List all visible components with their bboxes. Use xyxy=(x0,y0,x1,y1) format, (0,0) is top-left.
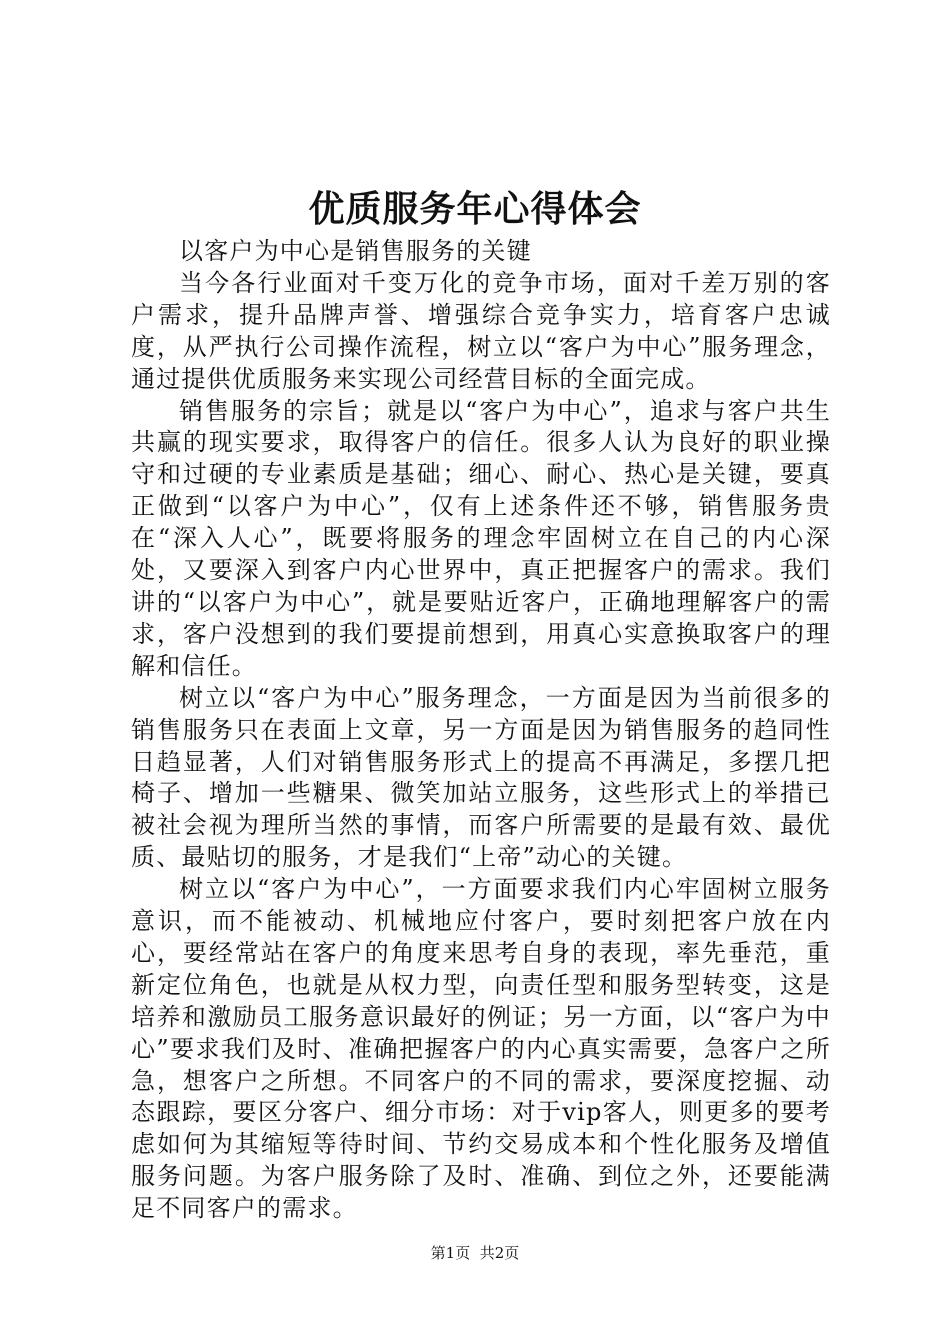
paragraph-2: 销售服务的宗旨；就是以“客户为中心”，追求与客户共生共赢的现实要求，取得客户的信任。很多人认为良好的职业操守和过硬的专业素质是基础；细心、耐心、热心是关键，要真正做到“以客户为中心”，仅有上述条件还不够，销售服务贵在“深入人心”，既要将服务的理念牢固树立在自己的内心深处，又要深入到客户内心世界中，真正把握客户的需求。我们讲的“以客户为中心”，就是要贴近客户，正确地理解客户的需求，客户没想到的我们要提前想到，用真心实意换取客户的理解和信任。 xyxy=(131,396,831,680)
paragraph-1: 当今各行业面对千变万化的竞争市场，面对千差万别的客户需求，提升品牌声誉、增强综合竞争实力，培育客户忠诚度，从严执行公司操作流程，树立以“客户为中心”服务理念，通过提供优质服务来实现公司经营目标的全面完成。 xyxy=(131,268,831,393)
page-total: 共2页 xyxy=(479,1244,520,1262)
page-footer xyxy=(0,1243,950,1263)
paragraph-4: 树立以“客户为中心”，一方面要求我们内心牢固树立服务意识，而不能被动、机械地应付客户，要时刻把客户放在内心，要经常站在客户的角度来思考自身的表现，率先垂范，重新定位角色，也就是从权力型，向责任型和服务型转变，这是培养和激励员工服务意识最好的例证；另一方面，以“客户为中心”要求我们及时、准确把握客户的内心真实需要，急客户之所急，想客户之所想。不同客户的不同的需求，要深度挖掘、动态跟踪，要区分客户、细分市场：对于vip客人，则更多的要考虑如何为其缩短等待时间、节约交易成本和个性化服务及增值服务问题。为客户服务除了及时、准确、到位之外，还要能满足不同客户的需求。 xyxy=(131,875,831,1223)
section-subheading: 以客户为中心是销售服务的关键 xyxy=(179,237,532,265)
document-title: 优质服务年心得体会 xyxy=(308,188,642,230)
page-number: 第1页 xyxy=(430,1244,471,1262)
document-body xyxy=(131,236,831,1225)
paragraph-3: 树立以“客户为中心”服务理念，一方面是因为当前很多的销售服务只在表面上文章，另一方面是因为销售服务的趋同性日趋显著，人们对销售服务形式上的提高不再满足，多摆几把椅子、增加一些糖果、微笑加站立服务，这些形式上的举措已被社会视为理所当然的事情，而客户所需要的是最有效、最优质、最贴切的服务，才是我们“上帝”动心的关键。 xyxy=(131,683,831,872)
